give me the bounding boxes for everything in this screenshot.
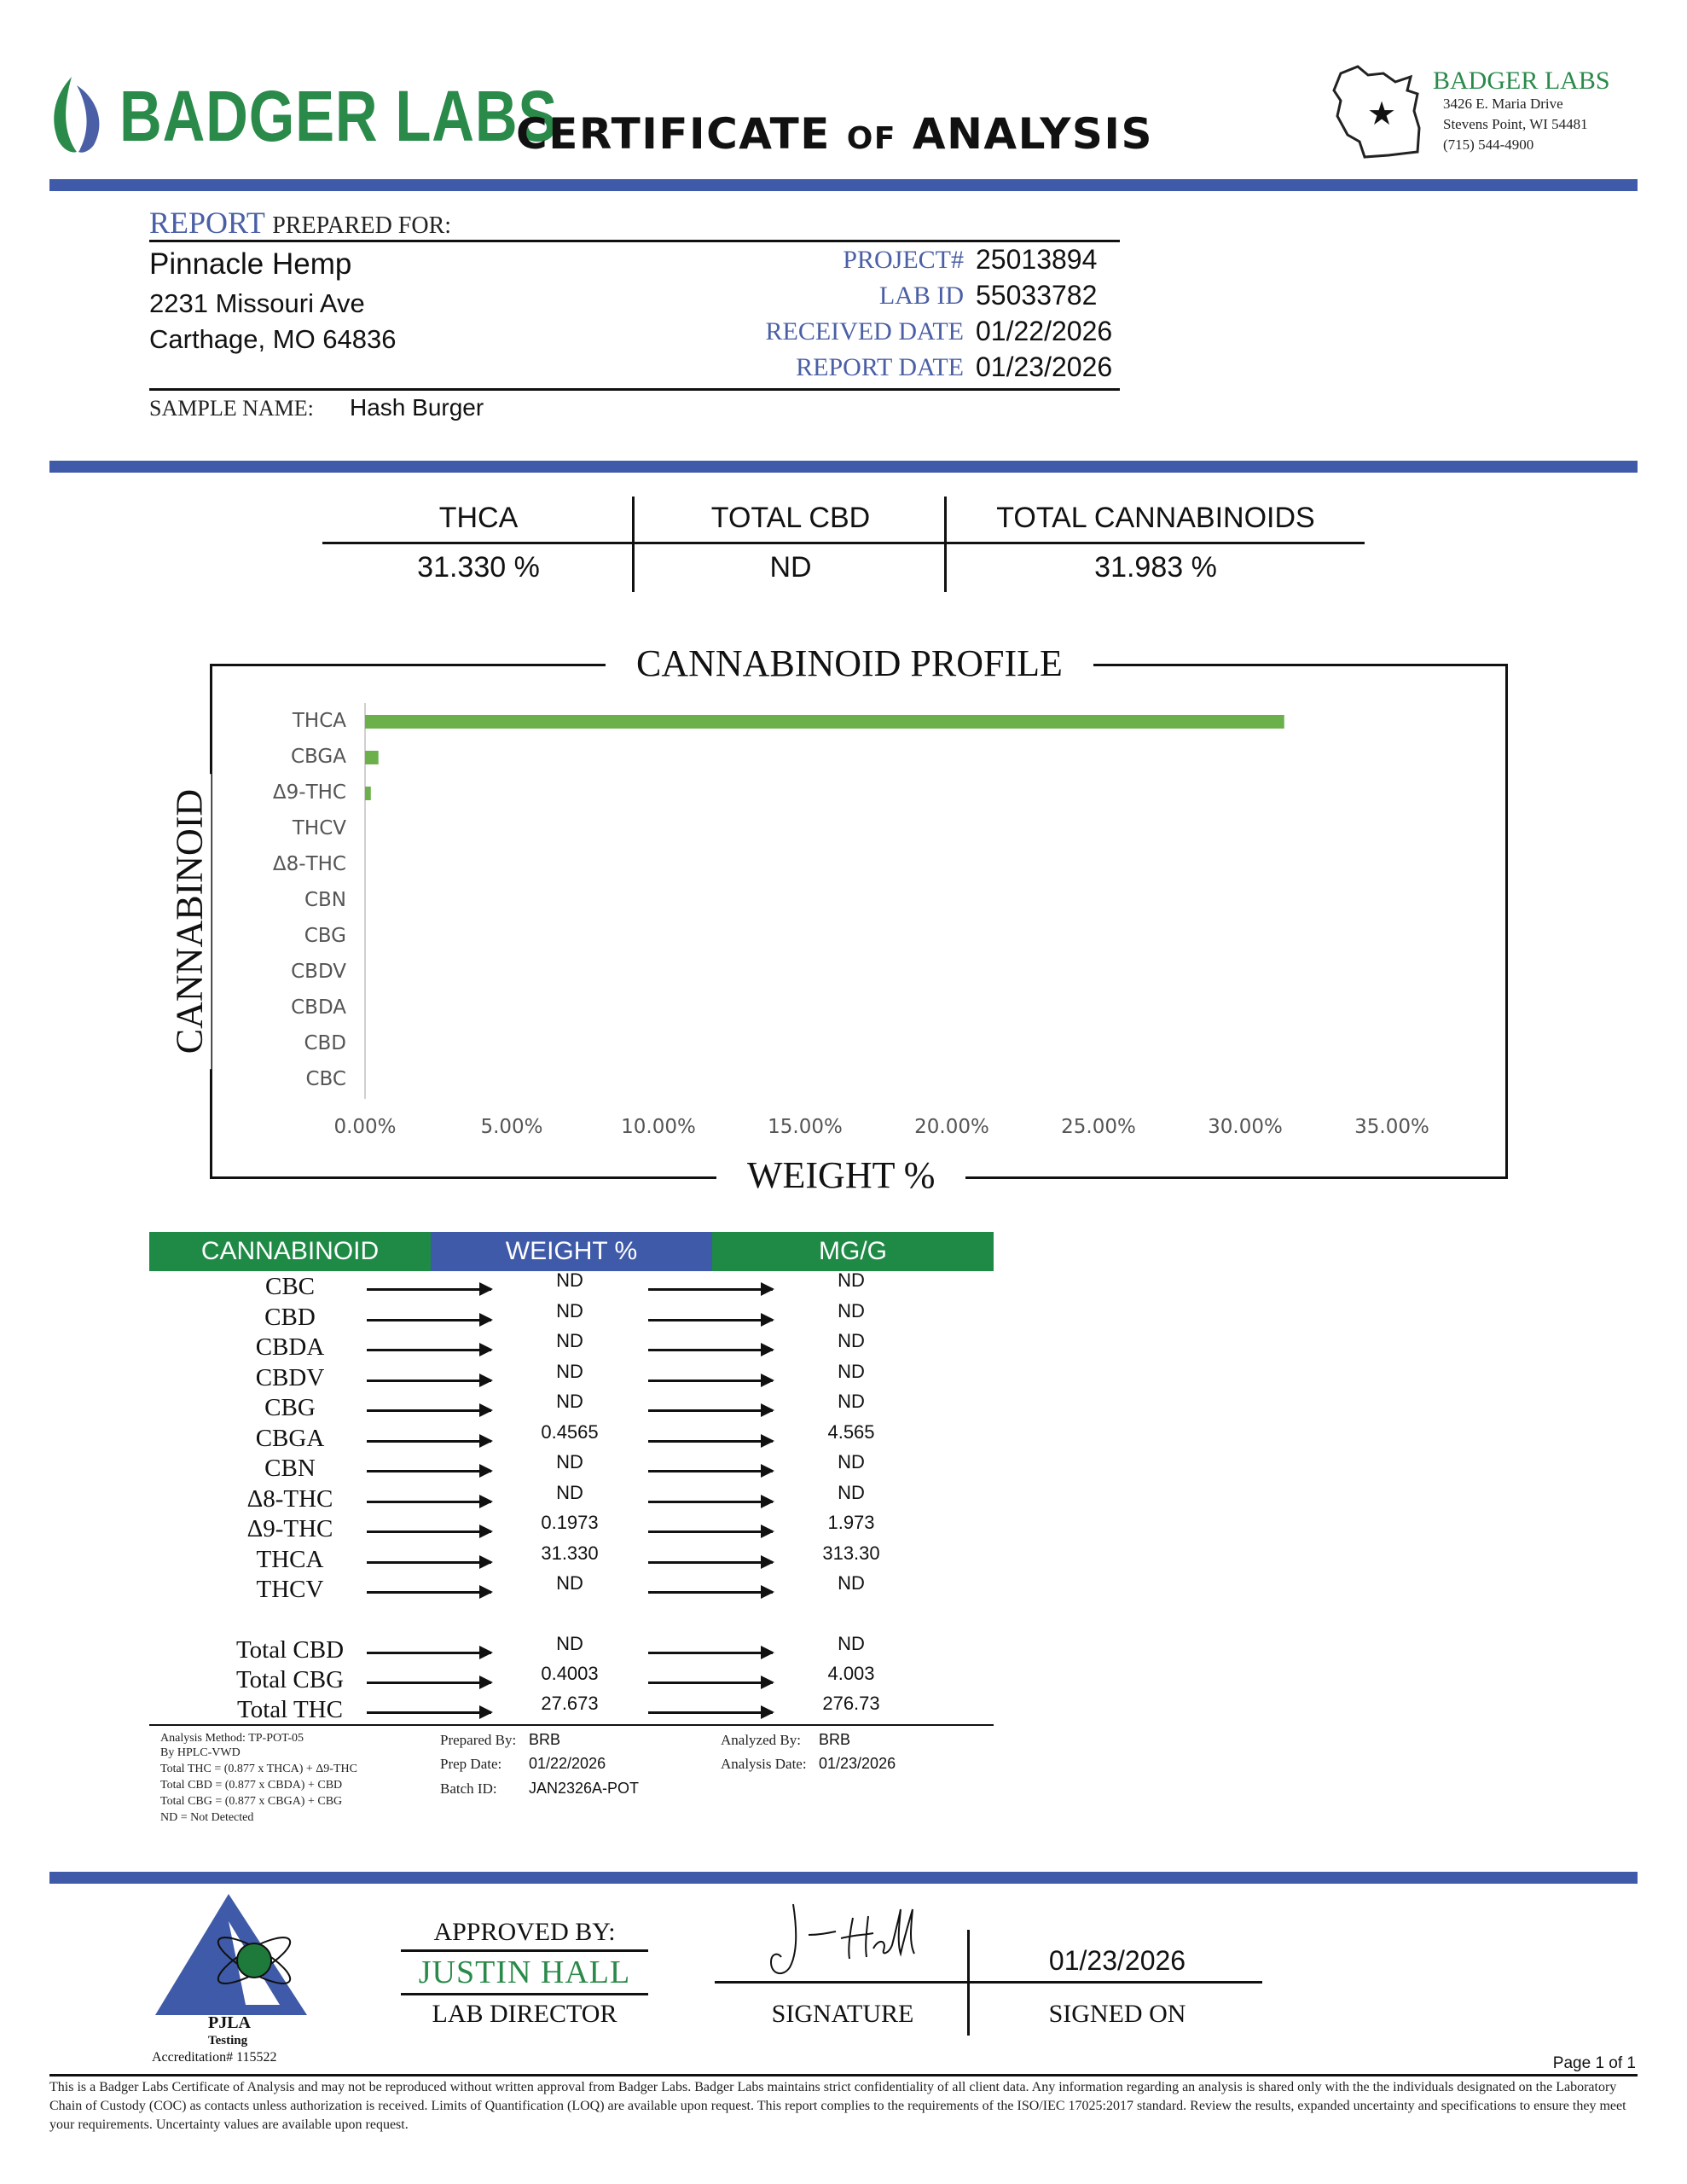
row-arrow [648, 1711, 773, 1714]
signature-label: SIGNATURE [771, 2000, 914, 2028]
table-row-weight: ND [556, 1391, 583, 1412]
table-row-mgg: ND [838, 1481, 865, 1503]
chart-category-label: THCV [292, 817, 346, 839]
page-number: Page 1 of 1 [1552, 2054, 1636, 2072]
row-arrow [367, 1682, 491, 1684]
accreditation-number: Accreditation# 115522 [152, 2050, 277, 2065]
prep-date-label: Prep Date: [440, 1756, 502, 1772]
table-row-name: THCV [256, 1576, 324, 1603]
analysis-date-label: Analysis Date: [721, 1756, 807, 1772]
row-arrow [367, 1380, 491, 1382]
table-row-mgg: ND [838, 1299, 865, 1321]
lab-name: BADGER LABS [1433, 67, 1610, 95]
prep-date-value: 01/22/2026 [529, 1755, 606, 1772]
chart-category-label: CBDV [291, 961, 346, 983]
total-row-weight: 0.4003 [541, 1663, 599, 1684]
table-row-mgg: ND [838, 1269, 865, 1291]
table-row-weight: ND [556, 1299, 583, 1321]
row-arrow [367, 1531, 491, 1533]
total-row-name: Total CBD [235, 1636, 345, 1664]
chart-title: CANNABINOID PROFILE [606, 642, 1093, 685]
chart-tick-label: 0.00% [333, 1116, 397, 1138]
table-row-mgg: ND [838, 1572, 865, 1594]
table-row-name: THCA [256, 1545, 324, 1573]
pjla-sub-text: Testing [208, 2034, 248, 2048]
method-line6: ND = Not Detected [160, 1811, 254, 1824]
row-arrow [367, 1319, 491, 1321]
chart-category-label: Δ9-THC [272, 781, 346, 804]
approved-by-rule [401, 1949, 648, 1952]
received-date-value: 01/22/2026 [976, 316, 1113, 346]
summary-total-cannabinoids-value: 31.983 % [1094, 551, 1217, 584]
table-row-mgg: ND [838, 1451, 865, 1472]
method-line1: Analysis Method: TP-POT-05 [160, 1732, 304, 1745]
analyzed-by-label: Analyzed By: [721, 1732, 801, 1748]
row-arrow [367, 1652, 491, 1654]
table-row-weight: 0.4565 [541, 1420, 599, 1443]
row-arrow [648, 1682, 773, 1684]
lab-address-line1: 3426 E. Maria Drive [1443, 96, 1563, 112]
table-row-name: CBN [264, 1455, 316, 1482]
signature-text: J Hall [759, 1901, 762, 1902]
client-address-line1: 2231 Missouri Ave [149, 288, 365, 318]
total-row-name: Total THC [237, 1696, 343, 1723]
row-arrow [367, 1561, 491, 1564]
received-date-label: RECEIVED DATE [765, 317, 964, 346]
report-date-label: REPORT DATE [796, 353, 964, 381]
table-row-mgg: 4.565 [827, 1420, 875, 1443]
method-line5: Total CBG = (0.877 x CBGA) + CBG [160, 1795, 343, 1808]
table-row-name: CBC [264, 1273, 316, 1300]
chart-category-label: CBN [304, 889, 346, 911]
title-word-of: OF [846, 121, 896, 156]
row-arrow [648, 1470, 773, 1472]
chart-bar-9thc [365, 787, 371, 800]
total-row-mgg: ND [838, 1633, 865, 1654]
footer-rule [49, 2074, 1638, 2077]
row-arrow [367, 1501, 491, 1503]
total-row-weight: ND [556, 1633, 583, 1654]
chart-x-axis-label: WEIGHT % [716, 1153, 965, 1197]
row-arrow [648, 1531, 773, 1533]
table-row-mgg: ND [838, 1391, 865, 1412]
chart-category-label: CBG [304, 925, 346, 947]
prepared-by-label: Prepared By: [440, 1732, 517, 1748]
chart-category-label: THCA [292, 710, 346, 732]
table-bottom-rule [149, 1724, 994, 1726]
table-row-name: CBDA [255, 1333, 325, 1361]
chart-category-label: CBDA [291, 996, 346, 1019]
table-row-weight: 0.1973 [541, 1512, 599, 1533]
method-line3: Total THC = (0.877 x THCA) + Δ9-THC [160, 1763, 357, 1775]
batch-id-label: Batch ID: [440, 1780, 497, 1797]
table-row-name: CBGA [255, 1424, 325, 1452]
pjla-org-text: PJLA [208, 2013, 251, 2032]
row-arrow [648, 1561, 773, 1564]
chart-category-label: CBC [305, 1068, 346, 1090]
prepared-by-value: BRB [529, 1731, 561, 1748]
client-name: Pinnacle Hemp [149, 247, 352, 281]
total-row-mgg: 276.73 [822, 1693, 880, 1714]
total-row-weight: 27.673 [541, 1693, 599, 1714]
table-header-weight: WEIGHT % [431, 1232, 712, 1271]
analysis-date-value: 01/23/2026 [819, 1755, 896, 1772]
chart-bar-cbga [365, 751, 379, 764]
method-line4: Total CBD = (0.877 x CBDA) + CBD [160, 1779, 343, 1792]
report-label-word: REPORT [149, 206, 265, 240]
prepared-for-label: PREPARED FOR: [272, 212, 452, 239]
client-address-line2: Carthage, MO 64836 [149, 324, 397, 354]
table-row-weight: ND [556, 1572, 583, 1594]
pjla-accreditation-logo-icon [152, 1887, 310, 2024]
chart-category-label: Δ8-THC [272, 853, 346, 875]
row-arrow [367, 1711, 491, 1714]
handwritten-signature [759, 1901, 938, 1983]
project-value: 25013894 [976, 244, 1098, 275]
chart-tick-label: 15.00% [768, 1116, 843, 1138]
chart-bar-thca [365, 715, 1284, 729]
chart-category-label: CBD [304, 1032, 346, 1054]
table-row-weight: 31.330 [541, 1542, 599, 1564]
row-arrow [648, 1501, 773, 1503]
batch-id-value: JAN2326A-POT [529, 1780, 640, 1797]
summary-thca-label: THCA [438, 502, 519, 534]
approval-divider [49, 1872, 1638, 1884]
row-arrow [648, 1349, 773, 1351]
project-label: PROJECT# [843, 246, 964, 274]
summary-total-cannabinoids-label: TOTAL CANNABINOIDS [996, 502, 1315, 534]
approver-role: LAB DIRECTOR [432, 2000, 617, 2028]
report-date-value: 01/23/2026 [976, 351, 1113, 382]
approver-name-rule [401, 1993, 648, 1995]
chart-tick-label: 35.00% [1354, 1116, 1429, 1138]
sample-name-label: SAMPLE NAME: [149, 396, 314, 421]
svg-text:★: ★ [1366, 95, 1397, 132]
chart-tick-label: 20.00% [914, 1116, 989, 1138]
row-arrow [367, 1288, 491, 1291]
row-arrow [367, 1409, 491, 1412]
signed-on-label: SIGNED ON [1048, 2000, 1186, 2028]
summary-total-cbd-value: ND [769, 551, 812, 584]
row-arrow [648, 1652, 773, 1654]
signature-rule [715, 1981, 1262, 1984]
row-arrow [648, 1409, 773, 1412]
table-row-weight: ND [556, 1481, 583, 1503]
chart-tick-label: 5.00% [480, 1116, 543, 1138]
chart-y-axis-label: CANNABINOID [168, 774, 212, 1069]
method-line2: By HPLC-VWD [160, 1746, 241, 1759]
row-arrow [648, 1288, 773, 1291]
table-row-mgg: ND [838, 1360, 865, 1382]
table-row-mgg: ND [838, 1330, 865, 1351]
analyzed-by-value: BRB [819, 1731, 851, 1748]
table-row-name: Δ8-THC [246, 1484, 333, 1513]
lab-id-value: 55033782 [976, 280, 1098, 311]
table-header-cannabinoid: CANNABINOID [149, 1232, 431, 1271]
row-arrow [367, 1470, 491, 1472]
table-row-name: CBD [264, 1303, 316, 1331]
table-row-name: CBDV [255, 1363, 325, 1391]
table-header-mgg: MG/G [712, 1232, 994, 1271]
brand-logo-text: BADGER LABS [119, 76, 559, 156]
lab-phone: (715) 544-4900 [1443, 136, 1534, 153]
summary-total-cbd-label: TOTAL CBD [710, 502, 871, 534]
row-arrow [648, 1319, 773, 1321]
title-word-certificate: CERTIFICATE [516, 109, 831, 159]
chart-tick-label: 25.00% [1061, 1116, 1136, 1138]
table-row-name: CBG [264, 1394, 316, 1421]
sample-name-value: Hash Burger [350, 394, 484, 421]
approver-name: JUSTIN HALL [418, 1955, 631, 1990]
row-arrow [648, 1591, 773, 1594]
row-arrow [367, 1591, 491, 1594]
total-row-name: Total CBG [235, 1666, 345, 1693]
disclaimer-text: This is a Badger Labs Certificate of Analysis and may not be reproduced without written approval from Badger Labs. Badger Labs maintains strict confidentiality of all client data. Any information regarding an analysis is shared only with the the individuals designated on the Laboratory Chain of Custody (COC) as contacts unless authorization is received. Limits of Quantification (LOQ) are available upon request. This report complies to the requirements of the ISO/IEC 17025:2017 standard. Review the results, expanded uncertainty and specifications to ensure they meet your requirements. Uncertainty values are available upon request. [49, 2080, 1626, 2132]
chart-category-label: CBGA [291, 746, 346, 768]
lab-id-label: LAB ID [878, 282, 964, 310]
chart-tick-label: 10.00% [621, 1116, 696, 1138]
row-arrow [648, 1440, 773, 1443]
chart-tick-label: 30.00% [1208, 1116, 1283, 1138]
approved-by-label: APPROVED BY: [433, 1918, 616, 1946]
table-row-weight: ND [556, 1360, 583, 1382]
row-arrow [648, 1380, 773, 1382]
table-row-weight: ND [556, 1269, 583, 1291]
table-row-name: Δ9-THC [246, 1515, 333, 1542]
table-row-mgg: 1.973 [827, 1512, 875, 1533]
table-row-weight: ND [556, 1330, 583, 1351]
table-row-weight: ND [556, 1451, 583, 1472]
total-row-mgg: 4.003 [827, 1663, 875, 1684]
lab-address-line2: Stevens Point, WI 54481 [1443, 116, 1588, 132]
signed-on-date: 01/23/2026 [1048, 1945, 1186, 1976]
table-row-mgg: 313.30 [822, 1542, 880, 1564]
row-arrow [367, 1440, 491, 1443]
title-word-analysis: ANALYSIS [912, 109, 1154, 159]
summary-thca-value: 31.330 % [417, 551, 540, 584]
row-arrow [367, 1349, 491, 1351]
